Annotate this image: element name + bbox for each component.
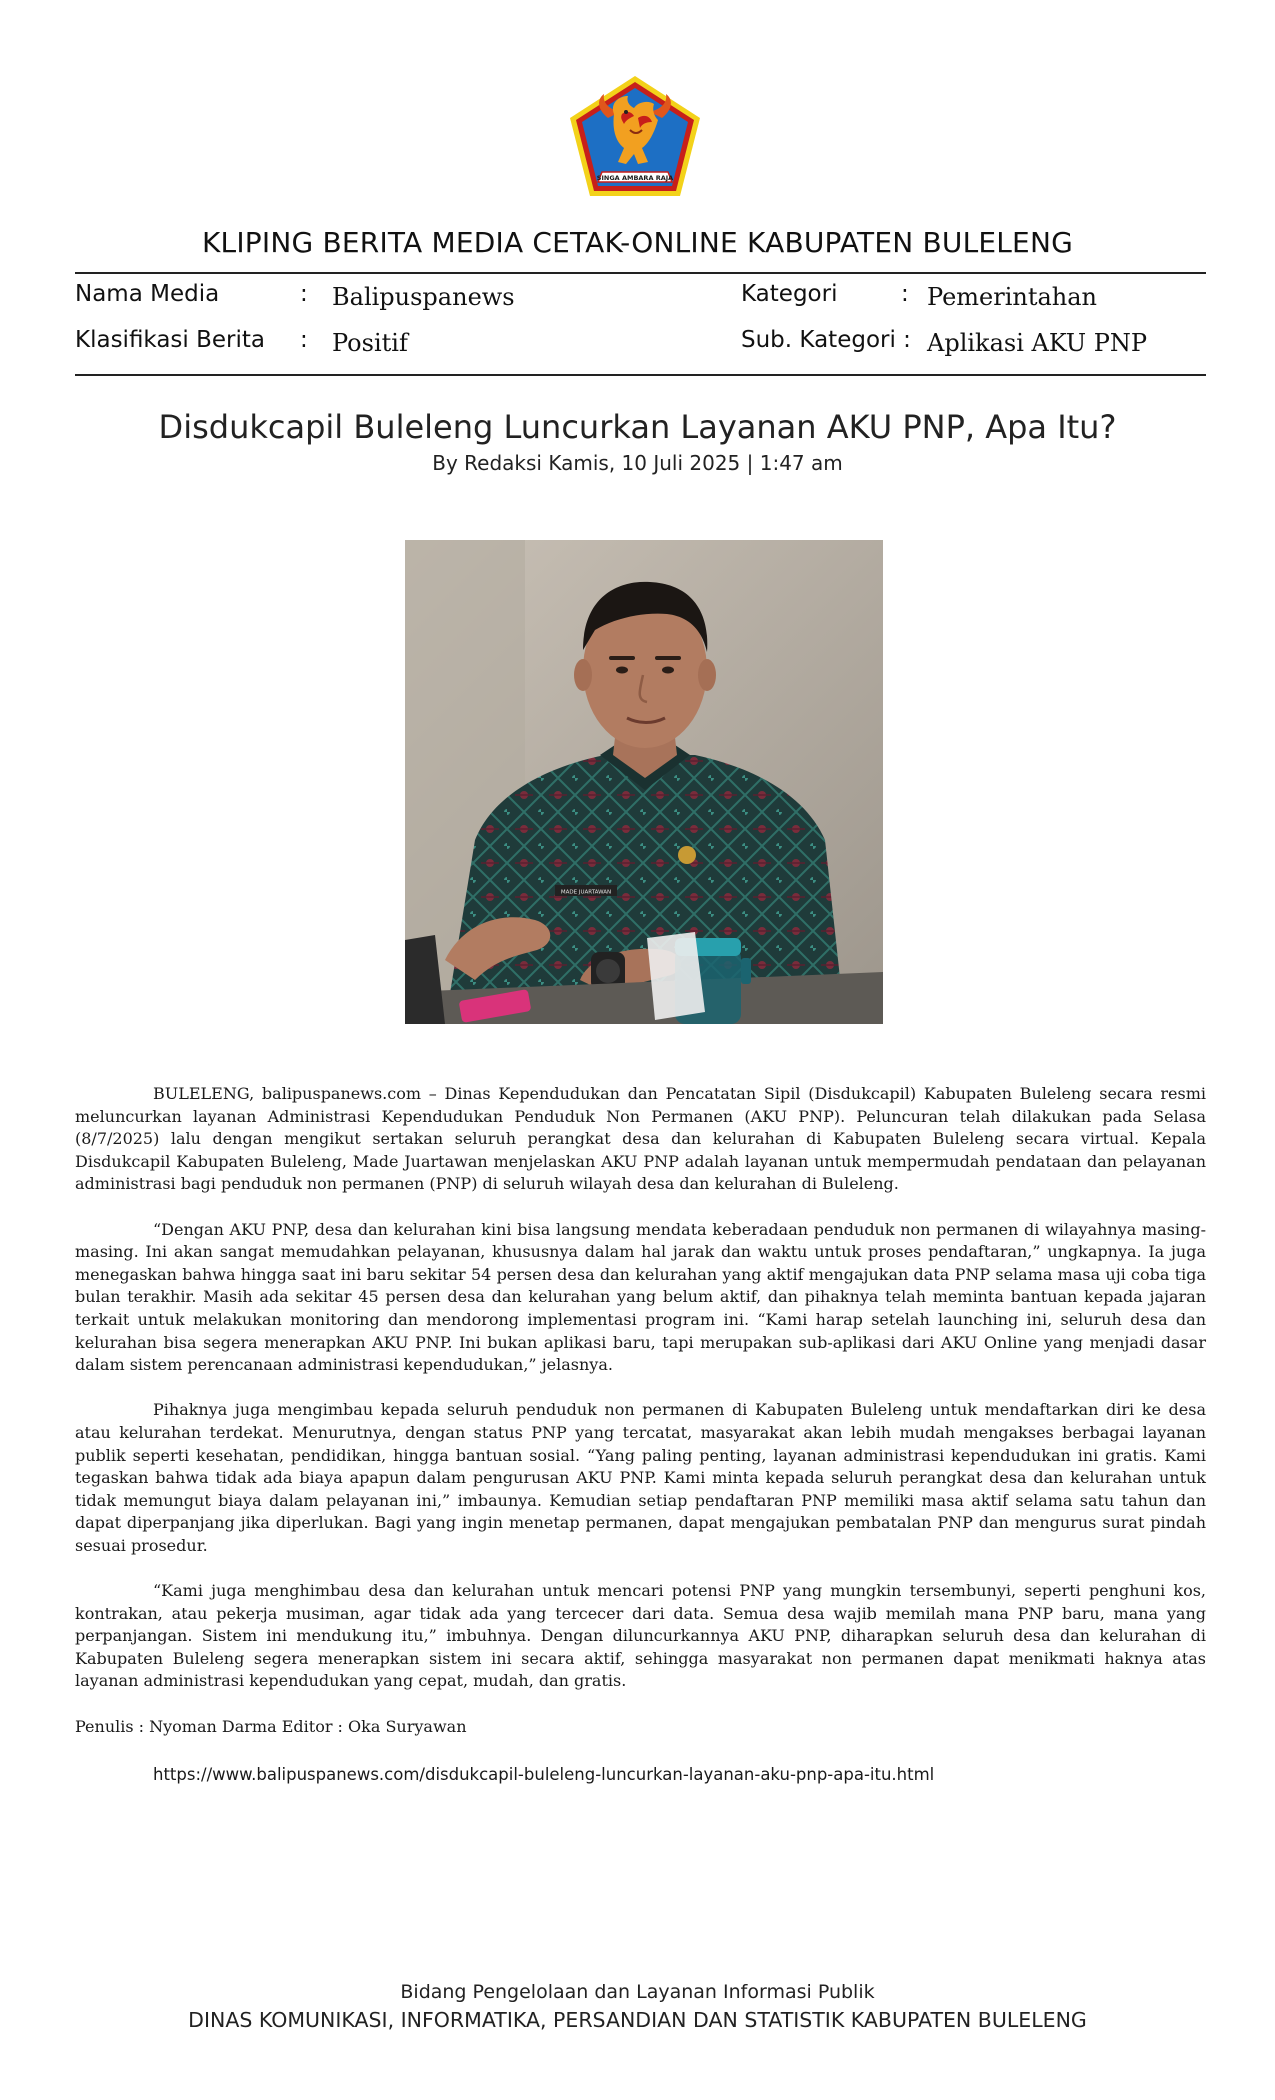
- crest-emblem-icon: [568, 74, 702, 198]
- kategori-value: Pemerintahan: [927, 283, 1098, 311]
- sub-kategori-label: Sub. Kategori :: [741, 327, 911, 353]
- article-body: [75, 1083, 1206, 1809]
- article-paragraph: “Dengan AKU PNP, desa dan kelurahan kini bisa langsung mendata keberadaan penduduk non permanen di wilayahnya masing-masing. Ini akan sangat memudahkan pelayanan, khususnya dalam hal jarak dan waktu untuk proses pendaftaran,” ungkapnya. Ia juga menegaskan bahwa hingga saat ini baru sekitar 54 persen desa dan kelurahan yang aktif mengajukan data PNP selama masa uji coba tiga bulan terakhir. Masih ada sekitar 45 persen desa dan kelurahan yang belum aktif, dan pihaknya telah meminta bantuan kepada jajaran terkait untuk melakukan monitoring dan mendorong implementasi program ini. “Kami harap setelah launching ini, seluruh desa dan kelurahan bisa segera menerapkan AKU PNP. Ini bukan aplikasi baru, tapi merupakan sub-aplikasi dari AKU Online yang menjadi dasar dalam sistem perencanaan administrasi kependudukan,” jelasnya.: [75, 1219, 1206, 1375]
- article-byline: By Redaksi Kamis, 10 Juli 2025 | 1:47 am: [432, 451, 843, 475]
- source-url: https://www.balipuspanews.com/disdukcapil-buleleng-luncurkan-layanan-aku-pnp-apa-itu.html: [153, 1765, 935, 1785]
- svg-text:SINGA AMBARA RAJA: SINGA AMBARA RAJA: [596, 174, 674, 182]
- footer-division: Bidang Pengelolaan dan Layanan Informasi Publik: [400, 1981, 875, 2003]
- article-credits: Penulis : Nyoman Darma Editor : Oka Suryawan: [75, 1716, 467, 1736]
- meta-row-klasifikasi: [75, 327, 1206, 363]
- article-paragraph: Pihaknya juga mengimbau kepada seluruh penduduk non permanen di Kabupaten Buleleng untuk mendaftarkan diri ke desa atau kelurahan terdekat. Menurutnya, dengan status PNP yang tercatat, masyarakat akan lebih mudah mengakses berbagai layanan publik seperti kesehatan, pendidikan, hingga bantuan sosial. “Yang paling penting, layanan administrasi kependudukan ini gratis. Kami tegaskan bahwa tidak ada biaya apapun dalam pengurusan AKU PNP. Kami minta kepada seluruh perangkat desa dan kelurahan untuk tidak memungut biaya dalam pelayanan ini,” imbaunya. Kemudian setiap pendaftaran PNP memiliki masa aktif selama satu tahun dan dapat diperpanjang jika diperlukan. Bagi yang ingin menetap permanen, dapat mengajukan pembatalan PNP dan mengurus surat pindah sesuai prosedur.: [75, 1400, 1206, 1555]
- kategori-colon: :: [901, 281, 909, 307]
- article-photo: [405, 540, 883, 1024]
- official-portrait-image: [405, 540, 883, 1024]
- nama-media-label: Nama Media: [75, 281, 220, 307]
- article-paragraph: “Kami juga menghimbau desa dan kelurahan untuk mencari potensi PNP yang mungkin tersembunyi, seperti penghuni kos, kontrakan, atau pekerja musiman, agar tidak ada yang tercecer dari data. Semua desa wajib memilah mana PNP baru, mana yang perpanjangan. Sistem ini mendukung itu,” imbuhnya. Dengan diluncurkannya AKU PNP, diharapkan seluruh desa dan kelurahan di Kabupaten Buleleng segera menerapkan sistem ini secara aktif, sehingga masyarakat non permanen dapat menikmati haknya atas layanan administrasi kependudukan yang cepat, mudah, dan gratis.: [75, 1581, 1206, 1691]
- nama-media-value: Balipuspanews: [332, 283, 515, 311]
- footer-department: DINAS KOMUNIKASI, INFORMATIKA, PERSANDIAN DAN STATISTIK KABUPATEN BULELENG: [188, 2008, 1087, 2032]
- article-paragraph: BULELENG, balipuspanews.com – Dinas Kependudukan dan Pencatatan Sipil (Disdukcapil) Kabupaten Buleleng secara resmi meluncurkan layanan Administrasi Kependudukan Penduduk Non Permanen (AKU PNP). Peluncuran telah dilakukan pada Selasa (8/7/2025) lalu dengan mengikut sertakan seluruh perangkat desa dan kelurahan di Kabupaten Buleleng secara virtual. Kepala Disdukcapil Kabupaten Buleleng, Made Juartawan menjelaskan AKU PNP adalah layanan untuk mempermudah pendataan dan pelayanan administrasi bagi penduduk non permanen (PNP) di seluruh wilayah desa dan kelurahan di Buleleng.: [75, 1084, 1206, 1194]
- article-headline: Disdukcapil Buleleng Luncurkan Layanan AKU PNP, Apa Itu?: [158, 408, 1117, 446]
- sub-kategori-value: Aplikasi AKU PNP: [927, 329, 1148, 357]
- name-badge-text: MADE JUARTAWAN: [560, 889, 612, 896]
- klasifikasi-value: Positif: [332, 329, 408, 357]
- kategori-label: Kategori: [741, 281, 838, 307]
- header-divider-bottom: [75, 374, 1206, 376]
- meta-row-media: [75, 281, 1206, 317]
- header-divider-top: [75, 272, 1206, 274]
- nama-media-colon: :: [300, 281, 308, 307]
- klasifikasi-colon: :: [300, 327, 308, 353]
- clipping-header-title: KLIPING BERITA MEDIA CETAK-ONLINE KABUPATEN BULELENG: [201, 226, 1073, 259]
- regency-crest-logo: [568, 74, 702, 198]
- klasifikasi-label: Klasifikasi Berita: [75, 327, 266, 353]
